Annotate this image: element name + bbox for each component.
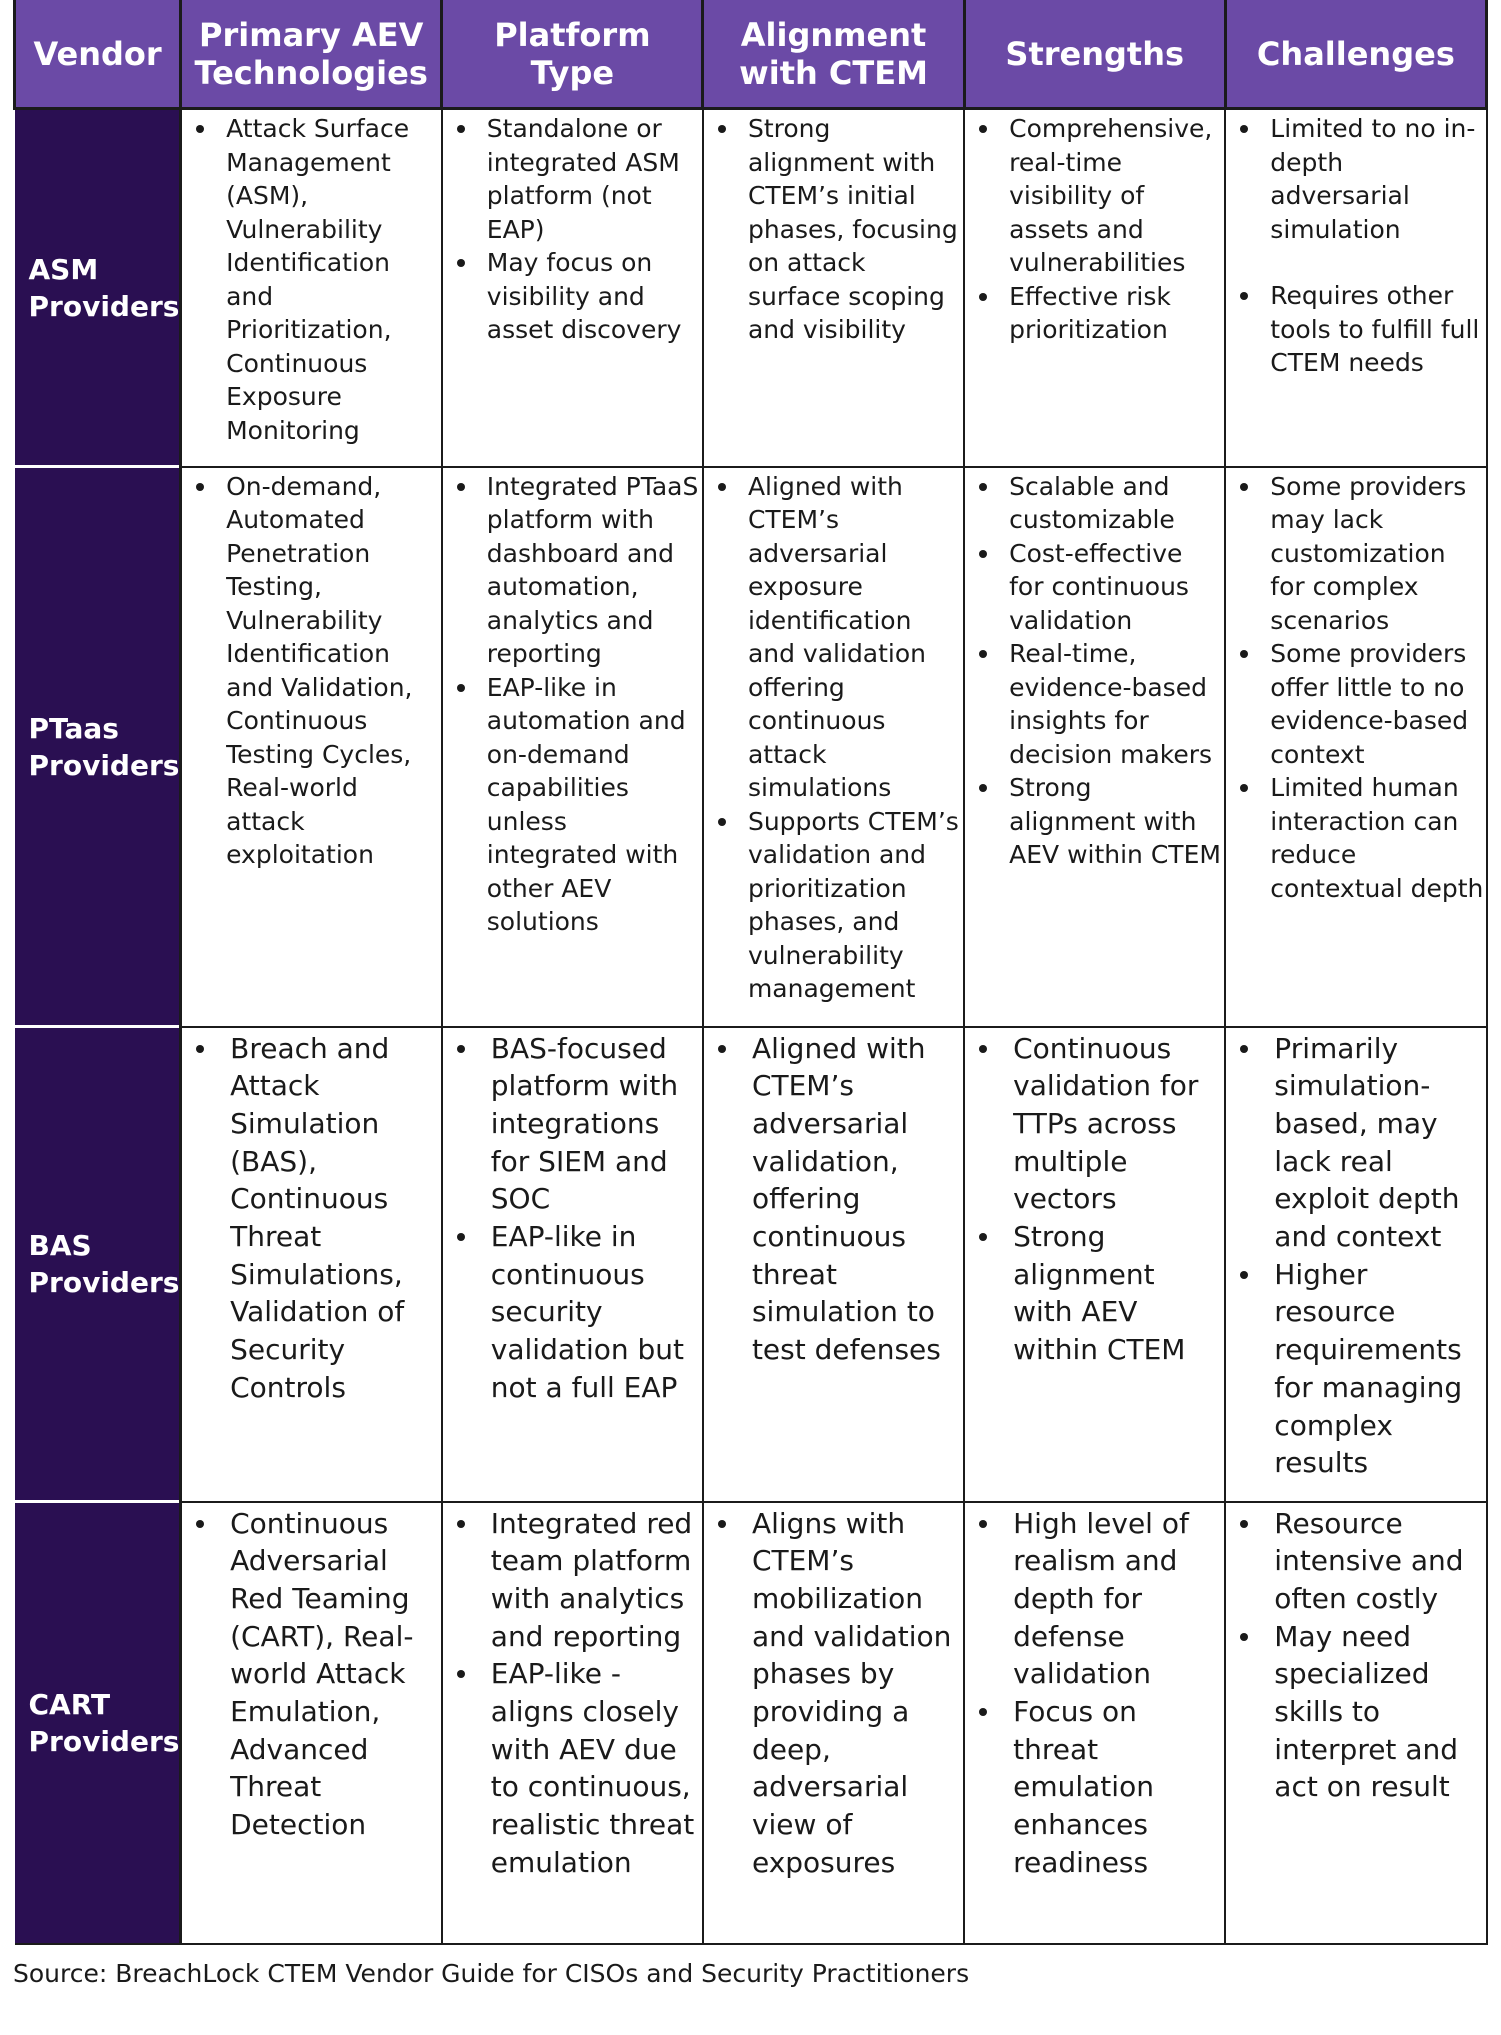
list-item: Real-time, evidence-based insights for decision makers: [965, 637, 1224, 771]
list-item: Breach and Attack Simulation (BAS), Continuous Threat Simulations, Validation of Security Controls: [182, 1030, 441, 1407]
technologies-cell: [181, 1502, 442, 1945]
list-item: Aligns with CTEM’s mobilization and validation phases by providing a deep, adversarial view of exposures: [704, 1505, 963, 1882]
list-item: EAP-like - aligns closely with AEV due to continuous, realistic threat emulation: [443, 1655, 702, 1881]
strengths-cell: [964, 109, 1225, 467]
header-technologies: Primary AEV Technologies: [181, 0, 442, 109]
list-item: BAS-focused platform with integrations for SIEM and SOC: [443, 1030, 702, 1219]
list-item: Standalone or integrated ASM platform (not EAP): [443, 112, 702, 246]
list-item: Some providers offer little to no evidence-based context: [1226, 637, 1485, 771]
list-item: Continuous validation for TTPs across multiple vectors: [965, 1030, 1224, 1219]
list-item: Integrated red team platform with analytics and reporting: [443, 1505, 702, 1656]
list-item: Limited to no in-depth adversarial simulation: [1226, 112, 1485, 246]
list-item: Scalable and customizable: [965, 470, 1224, 537]
technologies-cell: [181, 1027, 442, 1502]
header-strengths: Strengths: [964, 0, 1225, 109]
vendor-comparison-table: [13, 0, 1488, 1945]
alignment-cell: [703, 109, 964, 467]
platform-cell: [442, 467, 703, 1027]
list-item: Limited human interaction can reduce contextual depth: [1226, 771, 1485, 905]
strengths-cell: [964, 1027, 1225, 1502]
challenges-cell: [1225, 109, 1486, 467]
platform-cell: [442, 109, 703, 467]
vendor-cell: BAS Providers: [15, 1027, 181, 1502]
alignment-cell: [703, 467, 964, 1027]
challenges-cell: [1225, 467, 1486, 1027]
list-item: Strong alignment with AEV within CTEM: [965, 1218, 1224, 1369]
vendor-cell: CART Providers: [15, 1502, 181, 1945]
list-item: Some providers may lack customization for complex scenarios: [1226, 470, 1485, 638]
strengths-cell: [964, 1502, 1225, 1945]
list-item: Aligned with CTEM’s adversarial validation, offering continuous threat simulation to test defenses: [704, 1030, 963, 1369]
list-item: Primarily simulation-based, may lack real exploit depth and context: [1226, 1030, 1485, 1256]
table-row: [15, 1027, 1487, 1502]
platform-cell: [442, 1502, 703, 1945]
technologies-cell: [181, 109, 442, 467]
technologies-cell: [181, 467, 442, 1027]
list-item: Cost-effective for continuous validation: [965, 537, 1224, 638]
alignment-cell: [703, 1027, 964, 1502]
list-item: Aligned with CTEM’s adversarial exposure identification and validation offering continuous attack simulations: [704, 470, 963, 805]
list-item: Effective risk prioritization: [965, 280, 1224, 347]
list-item: High level of realism and depth for defense validation: [965, 1505, 1224, 1694]
list-item: Focus on threat emulation enhances readiness: [965, 1693, 1224, 1882]
list-item: Integrated PTaaS platform with dashboard and automation, analytics and reporting: [443, 470, 702, 671]
table-row: [15, 467, 1487, 1027]
table-row: [15, 1502, 1487, 1945]
list-item: Attack Surface Management (ASM), Vulnerability Identification and Prioritization, Continuous Exposure Monitoring: [182, 112, 441, 447]
vendor-cell: ASM Providers: [15, 109, 181, 467]
list-item: Requires other tools to fulfill full CTEM needs: [1226, 279, 1485, 380]
header-challenges: Challenges: [1225, 0, 1486, 109]
header-row: [15, 0, 1487, 109]
platform-cell: [442, 1027, 703, 1502]
list-item: Supports CTEM’s validation and prioritization phases, and vulnerability management: [704, 805, 963, 1006]
list-item: EAP-like in automation and on-demand capabilities unless integrated with other AEV solutions: [443, 671, 702, 939]
challenges-cell: [1225, 1502, 1486, 1945]
list-item: Strong alignment with AEV within CTEM: [965, 771, 1224, 872]
challenges-cell: [1225, 1027, 1486, 1502]
header-platform-type: Platform Type: [442, 0, 703, 109]
table-row: [15, 109, 1487, 467]
list-item: Resource intensive and often costly: [1226, 1505, 1485, 1618]
header-vendor: Vendor: [15, 0, 181, 109]
vendor-cell: PTaas Providers: [15, 467, 181, 1027]
list-item: Continuous Adversarial Red Teaming (CART), Real-world Attack Emulation, Advanced Threat Detection: [182, 1505, 441, 1844]
list-item: Comprehensive, real-time visibility of assets and vulnerabilities: [965, 112, 1224, 280]
source-caption: Source: BreachLock CTEM Vendor Guide for CISOs and Security Practitioners: [13, 1959, 970, 1988]
header-alignment: Alignment with CTEM: [703, 0, 964, 109]
alignment-cell: [703, 1502, 964, 1945]
strengths-cell: [964, 467, 1225, 1027]
list-item: Strong alignment with CTEM’s initial phases, focusing on attack surface scoping and visibility: [704, 112, 963, 347]
list-item: EAP-like in continuous security validation but not a full EAP: [443, 1218, 702, 1407]
list-item: Higher resource requirements for managing complex results: [1226, 1256, 1485, 1482]
list-item: May focus on visibility and asset discovery: [443, 246, 702, 347]
list-item: On-demand, Automated Penetration Testing, Vulnerability Identification and Validation, Continuous Testing Cycles, Real-world attack exploitation: [182, 470, 441, 872]
list-item: May need specialized skills to interpret and act on result: [1226, 1618, 1485, 1807]
